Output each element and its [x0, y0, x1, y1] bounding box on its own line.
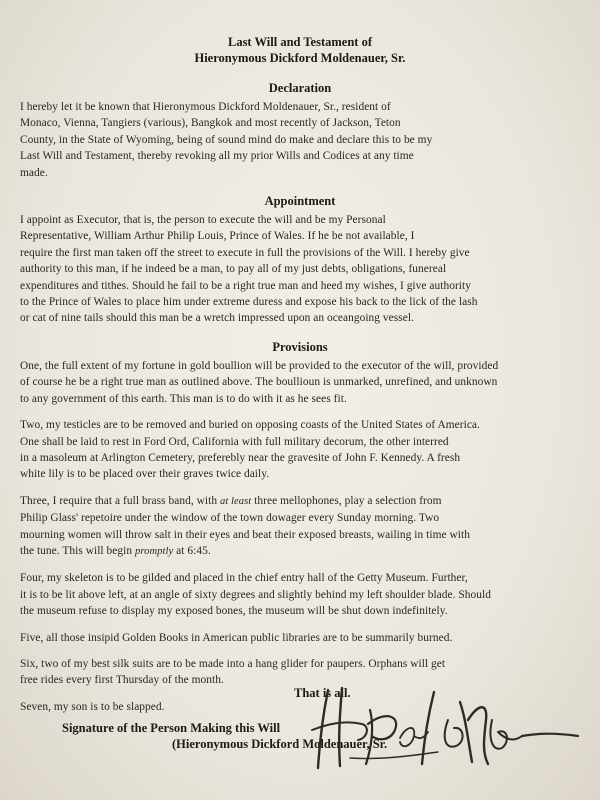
provision-three-text: the tune. This will begin — [20, 544, 135, 557]
provision-one-line: to any government of this earth. This man is to do with it as he sees fit. — [20, 392, 347, 405]
provision-three — [20, 493, 580, 561]
appointment-line: Representative, William Arthur Philip Louis, Prince of Wales. If he be not available, I — [20, 230, 415, 243]
provision-four-line: it is to be lit above left, at an angle of sixty degrees and slightly behind my left shoulder blade. Should — [20, 588, 492, 601]
appointment-line: require the first man taken off the street to execute in full the provisions of the Will. I hereby give — [20, 246, 470, 259]
appointment-line: or cat of nine tails should this man be a wretch impressed upon an oceangoing vessel. — [20, 312, 414, 325]
emphasis-at-least: at least — [219, 495, 252, 507]
provision-five: Five, all those insipid Golden Books in American public libraries are to be summarily burned. — [20, 631, 453, 644]
appointment-line: I appoint as Executor, that is, the person to execute the will and be my Personal — [20, 214, 386, 227]
title-line-2: Hieronymous Dickford Moldenauer, Sr. — [194, 51, 406, 65]
appointment-line: expenditures and tithes. Should he fail to be a right true man and heed my wishes, I give authority — [20, 279, 471, 292]
declaration-heading: Declaration — [268, 81, 332, 95]
title-line-1: Last Will and Testament of — [227, 35, 372, 49]
testator-name: (Hieronymous Dickford Moldenauer, Sr. — [172, 737, 388, 751]
provision-three-line: Philip Glass' repetoire under the window of the town dowager every Sunday morning. Two — [20, 512, 440, 525]
provision-two — [20, 417, 580, 483]
declaration-line: Monaco, Vienna, Tangiers (various), Bangkok and most recently of Jackson, Teton — [20, 117, 401, 130]
signature-label: Signature of the Person Making this Will — [62, 721, 281, 735]
provision-six-line: Six, two of my best silk suits are to be made into a hang glider for paupers. Orphans will get — [20, 657, 446, 670]
provision-six-line: free rides every first Thursday of the month. — [20, 674, 224, 687]
provision-three-text: at 6:45. — [173, 544, 211, 557]
closing-statement: That is all. — [294, 686, 351, 700]
document-title — [20, 34, 580, 66]
emphasis-promptly: promptly — [134, 545, 174, 557]
declaration-line: Last Will and Testament, thereby revoking all my prior Wills and Codices at any time — [20, 150, 414, 163]
provision-two-line: in a masoleum at Arlington Cemetery, preferebly near the gravesite of John F. Kennedy. A fresh — [20, 451, 461, 464]
declaration-line: made. — [20, 166, 48, 179]
provision-two-line: One shall be laid to rest in Ford Ord, California with full military decorum, the other interred — [20, 435, 449, 448]
provision-two-line: white lily is to be placed over their graves twice daily. — [20, 468, 270, 481]
provision-three-line: mourning women will throw salt in their eyes and beat their exposed breasts, wailing in time with — [20, 528, 470, 541]
appointment-line: authority to this man, if he indeed be a man, to pay all of my just debts, obligations, funereal — [20, 263, 447, 276]
appointment-line: to the Prince of Wales to place him under extreme duress and expose his back to the lick of the lash — [20, 296, 478, 309]
provision-two-line: Two, my testicles are to be removed and buried on opposing coasts of the United States of America. — [20, 419, 480, 432]
appointment-heading: Appointment — [264, 194, 336, 209]
provision-four-line: Four, my skeleton is to be gilded and placed in the chief entry hall of the Getty Museum. Further, — [20, 572, 468, 585]
provision-three-text: Three, I require that a full brass band, with — [20, 494, 220, 507]
provision-three-text: three mellophones, play a selection from — [251, 494, 442, 507]
appointment-paragraph — [20, 212, 580, 327]
declaration-paragraph — [20, 99, 580, 181]
provisions-heading: Provisions — [272, 339, 328, 354]
provision-one — [20, 358, 580, 407]
declaration-line: County, in the State of Wyoming, being of sound mind do make and declare this to be my — [20, 133, 433, 146]
provision-four-line: the museum refuse to display my exposed bones, the museum will be shut down indefinitely. — [20, 605, 448, 618]
provision-seven: Seven, my son is to be slapped. — [20, 700, 165, 713]
handwritten-signature — [310, 680, 580, 775]
declaration-line: I hereby let it be known that Hieronymous Dickford Moldenauer, Sr., resident of — [20, 101, 391, 113]
provision-one-line: of course he be a right true man as outlined above. The boullioun is unmarked, unrefined, and unknown — [20, 376, 498, 389]
provision-four — [20, 570, 580, 619]
provision-one-line: One, the full extent of my fortune in gold boullion will be provided to the executor of the will, provided — [20, 359, 499, 372]
